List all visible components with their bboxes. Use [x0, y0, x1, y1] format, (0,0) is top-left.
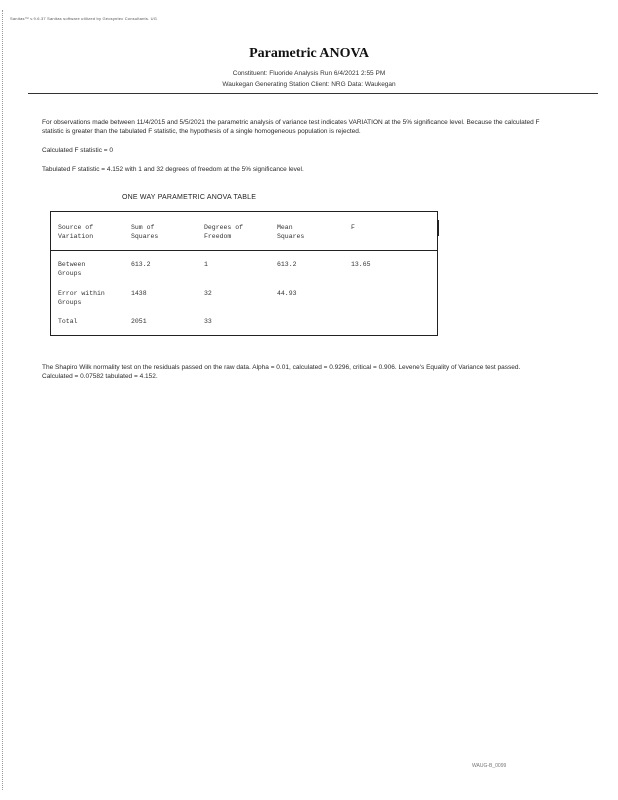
calculated-f-statistic: Calculated F statistic = 0 — [42, 147, 113, 154]
anova-table-title: ONE WAY PARAMETRIC ANOVA TABLE — [122, 194, 257, 201]
header-source-of-variation: Source of Variation — [58, 224, 94, 240]
header-sum-of-squares: Sum of Squares — [131, 224, 159, 240]
table-cell: 1438 — [131, 290, 147, 297]
table-cell: Between Groups — [58, 261, 86, 277]
table-cell: Error within Groups — [58, 290, 105, 306]
document-id: WAUG-B_0099 — [472, 763, 507, 769]
table-cell: 13.65 — [351, 261, 371, 268]
report-title: Parametric ANOVA — [249, 46, 369, 61]
table-cell: 33 — [204, 318, 212, 325]
header-f: F — [351, 224, 355, 231]
page-left-edge — [2, 10, 4, 790]
header-mean-squares: Mean Squares — [277, 224, 305, 240]
header-divider — [28, 93, 598, 94]
anova-table — [50, 211, 438, 336]
table-edge-mark — [437, 220, 439, 236]
table-cell: 44.93 — [277, 290, 297, 297]
table-cell: 2051 — [131, 318, 147, 325]
table-header-divider — [51, 250, 437, 251]
report-meta-line: Sanitas™ v.9.6.37 Sanitas software utilized by Geosyntec Consultants. UG — [10, 16, 158, 21]
report-subtitle-analysis: Constituent: Fluoride Analysis Run 6/4/2021 2:55 PM — [232, 70, 386, 77]
tabulated-f-statistic: Tabulated F statistic = 4.152 with 1 and 32 degrees of freedom at the 5% significance level. — [42, 166, 304, 173]
table-cell: 613.2 — [277, 261, 297, 268]
table-cell: 1 — [204, 261, 208, 268]
result-summary-paragraph: For observations made between 11/4/2015 and 5/5/2021 the parametric analysis of variance test indicates VARIATION at the 5% significance level. Because the calculated F statistic is greater than the tabulated F statistic, the hypothesis of a single homogeneous population is rejected. — [42, 119, 540, 135]
table-cell: Total — [58, 318, 78, 325]
table-cell: 613.2 — [131, 261, 151, 268]
table-cell: 32 — [204, 290, 212, 297]
report-subtitle-site: Waukegan Generating Station Client: NRG Data: Waukegan — [222, 81, 396, 88]
normality-test-paragraph: The Shapiro Wilk normality test on the residuals passed on the raw data. Alpha = 0.01, calculated = 0.9296, critical = 0.906. Levene's Equality of Variance test passed. Calculated = 0.07582 tabulated = 4.152. — [42, 364, 521, 380]
header-degrees-of-freedom: Degrees of Freedom — [204, 224, 244, 240]
